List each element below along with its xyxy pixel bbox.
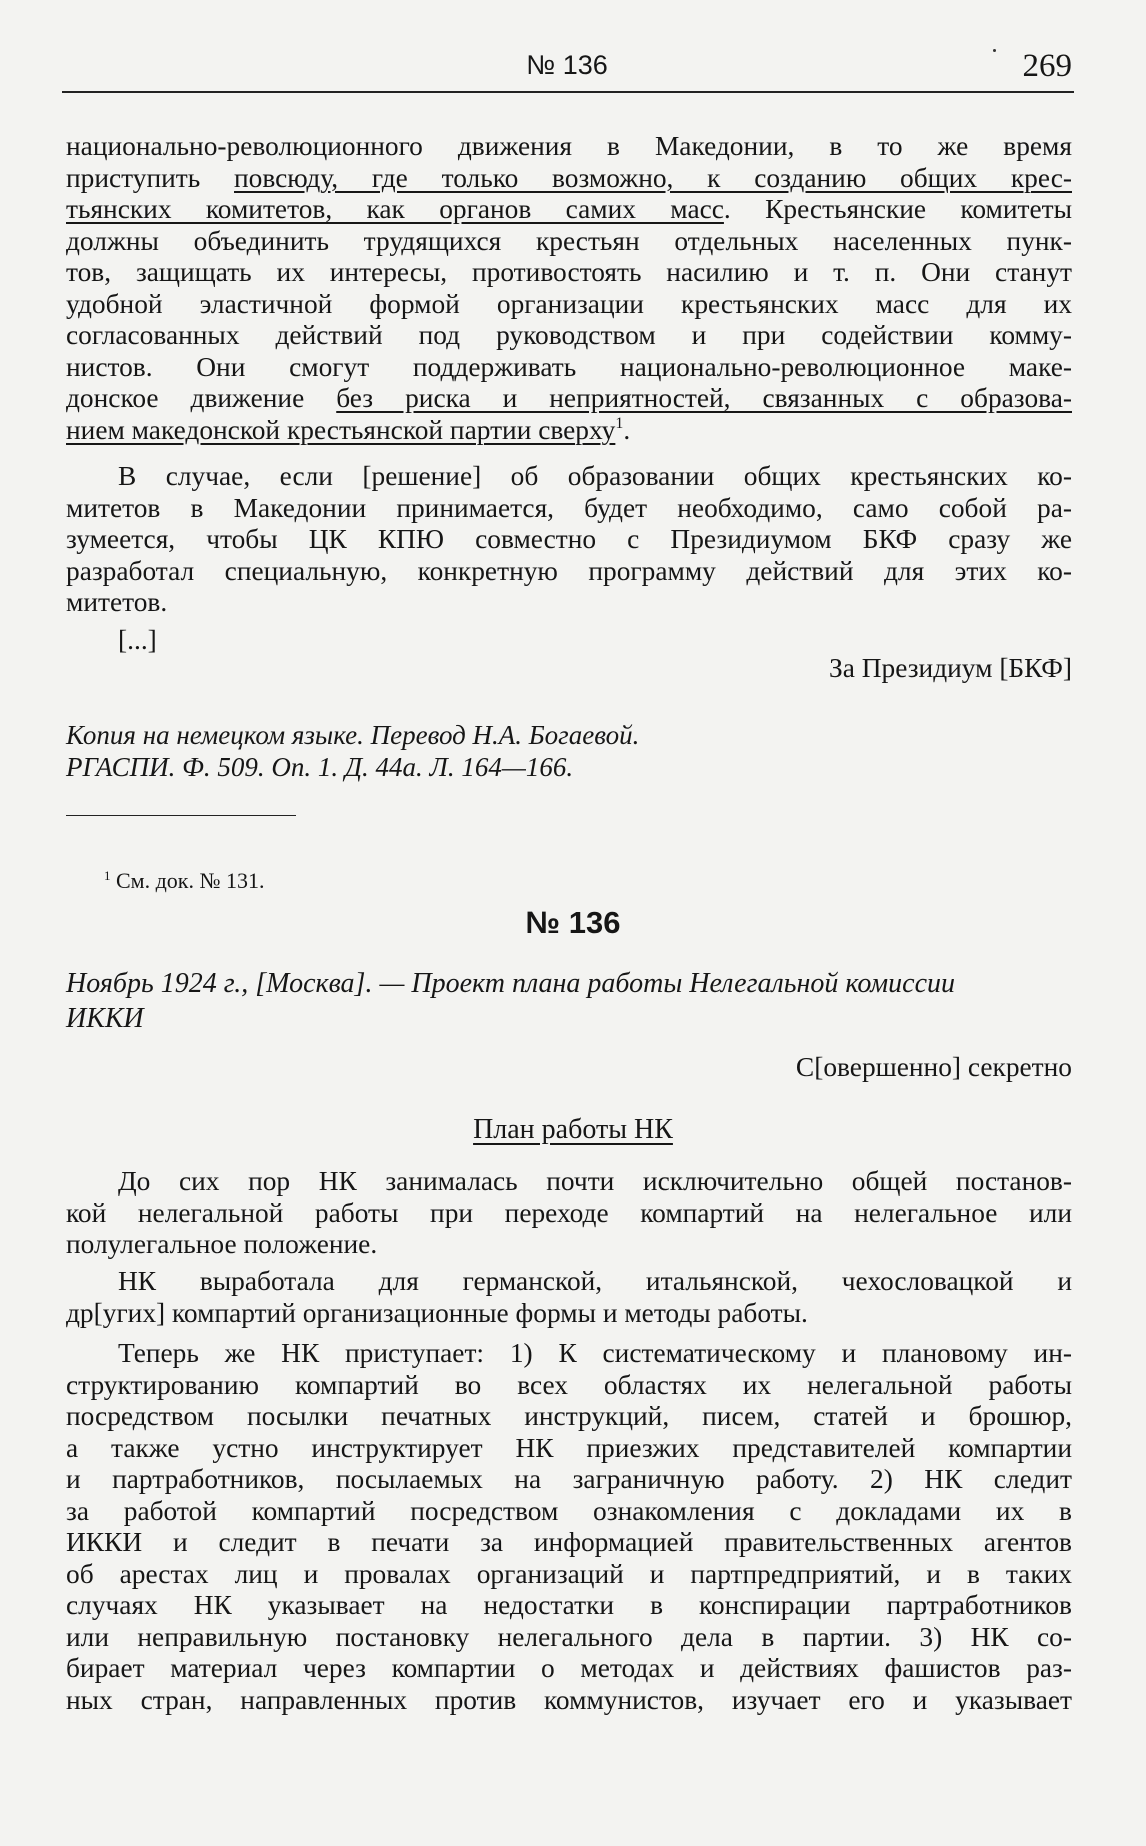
footnote-mark: 1 bbox=[104, 868, 111, 883]
text-line: др[угих] компартий организационные формы и методы работы. bbox=[66, 1297, 808, 1328]
text-line: В случае, если [решение] об образовании общих крестьянских ко- bbox=[118, 461, 1072, 491]
source-note bbox=[66, 719, 1066, 783]
source-line-2: РГАСПИ. Ф. 509. Оп. 1. Д. 44а. Л. 164—166. bbox=[66, 752, 574, 782]
footnote-text: См. док. № 131. bbox=[116, 868, 265, 893]
underlined-text: повсюду, где только возможно, к созданию общих крес- bbox=[234, 162, 1072, 193]
text-line: зумеется, чтобы ЦК КПЮ совместно с Президиумом БКФ сразу же bbox=[66, 524, 1072, 554]
page-number: 269 bbox=[1022, 48, 1072, 84]
header-doc-ref: № 136 bbox=[526, 50, 608, 80]
signature: За Президиум [БКФ] bbox=[829, 653, 1072, 683]
document-heading-line-2: ИККИ bbox=[66, 1003, 144, 1034]
paragraph-4 bbox=[66, 1266, 1072, 1329]
text-line: Теперь же НК приступает: 1) К систематическому и плановому ин- bbox=[118, 1338, 1072, 1368]
text-line: митетов в Македонии принимается, будет необходимо, само собой ра- bbox=[66, 492, 1072, 523]
paragraph-1 bbox=[66, 131, 1072, 446]
underlined-text: без риска и неприятностей, связанных с образова- bbox=[336, 383, 1072, 413]
classification-stamp: С[овершенно] секретно bbox=[795, 1052, 1072, 1082]
text-line: ИККИ и следит в печати за информацией правительственных агентов bbox=[66, 1527, 1072, 1557]
section-title: План работы НК bbox=[473, 1114, 673, 1145]
text-line: донское движение без риска и неприятностей, связанных с образова- bbox=[66, 383, 1072, 413]
text-line: НК выработала для германской, итальянской, чехословацкой и bbox=[118, 1266, 1072, 1296]
omission-mark: [...] bbox=[118, 625, 157, 655]
running-header bbox=[62, 48, 1072, 88]
text-line: структированию компартий во всех областях их нелегальной работы bbox=[66, 1369, 1072, 1400]
paragraph-5 bbox=[66, 1338, 1072, 1716]
header-rule bbox=[62, 91, 1074, 93]
text-line: бирает материал через компартии о методах и действиях фашистов раз- bbox=[66, 1653, 1072, 1683]
footnote-ref: 1 bbox=[615, 414, 624, 432]
source-line-1: Копия на немецком языке. Перевод Н.А. Богаевой. bbox=[66, 720, 640, 750]
text-line: об арестах лиц и провалах организаций и партпредприятий, и в таких bbox=[66, 1558, 1072, 1589]
text-line: должны объединить трудящихся крестьян отдельных населенных пунк- bbox=[66, 225, 1072, 256]
text-line: случаях НК указывает на недостатки в конспирации партработников bbox=[66, 1590, 1072, 1620]
text-line: а также устно инструктирует НК приезжих представителей компартии bbox=[66, 1432, 1072, 1463]
text-line: нием македонской крестьянской партии сверху$^1$. bbox=[66, 414, 631, 445]
footnote bbox=[104, 868, 264, 894]
text-line: кой нелегальной работы при переходе компартий на нелегальное или bbox=[66, 1197, 1072, 1228]
text-line: ных стран, направленных против коммунистов, изучает его и указывает bbox=[66, 1684, 1072, 1715]
paragraph-3 bbox=[66, 1166, 1072, 1261]
text-line: До сих пор НК занималась почти исключительно общей постанов- bbox=[118, 1166, 1072, 1196]
text-line: тьянских комитетов, как органов самих масс. Крестьянские комитеты bbox=[66, 194, 1072, 224]
text-line: и партработников, посылаемых на заграничную работу. 2) НК следит bbox=[66, 1464, 1072, 1494]
text-line: посредством посылки печатных инструкций, писем, статей и брошюр, bbox=[66, 1401, 1072, 1431]
text-line: согласованных действий под руководством и при содействии комму- bbox=[66, 320, 1072, 350]
text-line: тов, защищать их интересы, противостоять насилию и т. п. Они станут bbox=[66, 257, 1072, 287]
document-number: № 136 bbox=[525, 905, 621, 940]
paragraph-2 bbox=[66, 461, 1072, 619]
text-line: разработал специальную, конкретную программу действий для этих ко- bbox=[66, 555, 1072, 586]
underlined-text: тьянских комитетов, как органов самих масс bbox=[66, 194, 724, 224]
footnote-rule bbox=[66, 815, 296, 816]
text-line: полулегальное положение. bbox=[66, 1229, 378, 1259]
text-line: приступить повсюду, где только возможно, к созданию общих крес- bbox=[66, 162, 1072, 193]
text-line: нистов. Они смогут поддерживать национально-революционное маке- bbox=[66, 351, 1072, 382]
underlined-text: нием македонской крестьянской партии сверху bbox=[66, 414, 616, 445]
text-line: митетов. bbox=[66, 587, 168, 617]
document-heading-line-1: Ноябрь 1924 г., [Москва]. — Проект плана работы Нелегальной комиссии bbox=[66, 968, 956, 999]
text-line: или неправильную постановку нелегального дела в партии. 3) НК со- bbox=[66, 1621, 1072, 1652]
text-line: национально-революционного движения в Македонии, в то же время bbox=[66, 131, 1072, 161]
text-line: за работой компартий посредством ознакомления с докладами их в bbox=[66, 1495, 1072, 1526]
text-line: удобной эластичной формой организации крестьянских масс для их bbox=[66, 288, 1072, 319]
document-heading bbox=[66, 966, 1072, 1036]
